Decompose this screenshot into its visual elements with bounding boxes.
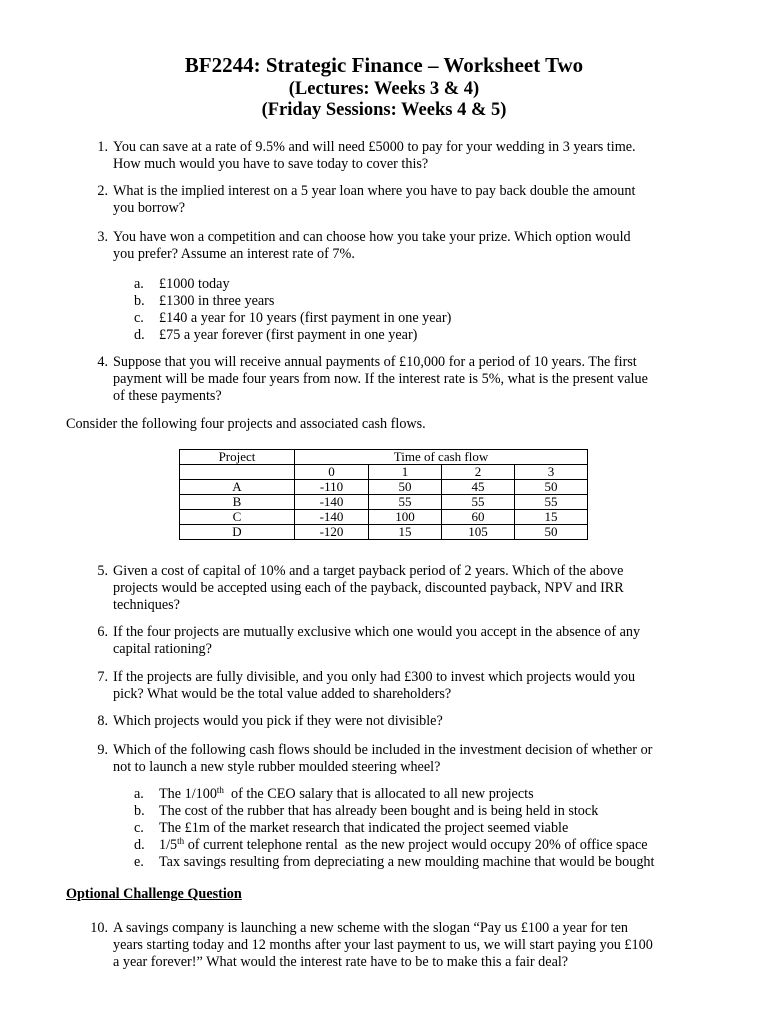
cash-flow-cell: 50 [515,480,588,495]
table-row [180,495,588,510]
project-cell: C [180,510,295,525]
option-text-part: of current telephone rental as the new project would occupy 20% of office space [184,837,648,853]
question-text [113,920,713,971]
question-text [113,563,713,614]
table-header-row [180,450,588,465]
question-number: 8. [97,713,108,729]
question-text [113,139,713,173]
friday-sessions-subtitle: (Friday Sessions: Weeks 4 & 5) [261,100,507,120]
optional-challenge-heading: Optional Challenge Question [66,886,242,902]
question-number: 2. [97,183,108,199]
option-text: £75 a year forever (first payment in one year) [159,327,418,343]
table-time-row [180,465,588,480]
question-text [113,624,713,658]
project-cell: D [180,525,295,540]
question-line: techniques? [113,597,180,613]
cash-flow-table [179,449,588,540]
question-number: 6. [97,624,108,640]
table-row [180,480,588,495]
header-time-of-cash-flow: Time of cash flow [295,450,588,465]
question-number: 1. [97,139,108,155]
project-cell: B [180,495,295,510]
cash-flow-cell: -140 [295,510,369,525]
option-text [159,786,749,803]
projects-intro: Consider the following four projects and associated cash flows. [66,416,426,432]
question-line: you borrow? [113,200,186,216]
cash-flow-cell: -120 [295,525,369,540]
question-text [113,183,713,217]
time-col: 2 [442,465,515,480]
question-text [113,742,713,776]
cash-flow-cell: 55 [442,495,515,510]
question-text [113,669,713,703]
superscript: th [177,836,185,846]
question-line: you prefer? Assume an interest rate of 7%. [113,246,355,262]
question-line: You have won a competition and can choose how you take your prize. Which option would [113,229,631,245]
question-line: If the projects are fully divisible, and you only had £300 to invest which projects would you [113,669,636,685]
header-project: Project [180,450,295,465]
option-text: £1000 today [159,276,230,292]
question-text [113,229,713,263]
question-line: A savings company is launching a new scheme with the slogan “Pay us £100 a year for ten [113,920,628,936]
option-letter: a. [134,276,144,292]
option-letter: c. [134,310,144,326]
option-text: Tax savings resulting from depreciating a new moulding machine that would be bought [159,854,655,870]
table-cell-empty [180,465,295,480]
question-line: not to launch a new style rubber moulded steering wheel? [113,759,441,775]
question-number: 7. [97,669,108,685]
question-line: capital rationing? [113,641,212,657]
question-text [113,713,713,730]
question-line: How much would you have to save today to cover this? [113,156,429,172]
option-letter: b. [134,803,145,819]
question-number: 9. [97,742,108,758]
cash-flow-cell: -140 [295,495,369,510]
question-number: 4. [97,354,108,370]
question-text [113,354,713,405]
question-line: a year forever!” What would the interest rate have to be to make this a fair deal? [113,954,569,970]
option-letter: c. [134,820,144,836]
lectures-subtitle: (Lectures: Weeks 3 & 4) [288,79,480,99]
question-line: What is the implied interest on a 5 year loan where you have to pay back double the amount [113,183,636,199]
cash-flow-cell: 45 [442,480,515,495]
option-text: £1300 in three years [159,293,275,309]
option-text: The £1m of the market research that indicated the project seemed viable [159,820,569,836]
cash-flow-cell: 55 [369,495,442,510]
option-letter: d. [134,837,145,853]
option-letter: d. [134,327,145,343]
project-cell: A [180,480,295,495]
table-row [180,510,588,525]
question-number: 10. [90,920,108,936]
question-line: If the four projects are mutually exclusive which one would you accept in the absence of any [113,624,641,640]
cash-flow-cell: 50 [369,480,442,495]
option-letter: b. [134,293,145,309]
question-line: years starting today and 12 months after your last payment to us, we will start paying you £100 [113,937,653,953]
question-line: pick? What would be the total value added to shareholders? [113,686,452,702]
cash-flow-cell: 50 [515,525,588,540]
question-line: Suppose that you will receive annual payments of £10,000 for a period of 10 years. The first [113,354,637,370]
option-text: The cost of the rubber that has already been bought and is being held in stock [159,803,599,819]
cash-flow-cell: 60 [442,510,515,525]
question-line: of these payments? [113,388,222,404]
question-line: Which of the following cash flows should be included in the investment decision of whether or [113,742,653,758]
question-number: 3. [97,229,108,245]
table-row [180,525,588,540]
option-text: £140 a year for 10 years (first payment in one year) [159,310,452,326]
cash-flow-cell: 100 [369,510,442,525]
superscript: th [216,785,224,795]
question-line: projects would be accepted using each of the payback, discounted payback, NPV and IRR [113,580,624,596]
cash-flow-cell: 15 [369,525,442,540]
cash-flow-cell: 55 [515,495,588,510]
option-letter: a. [134,786,144,802]
question-line: You can save at a rate of 9.5% and will need £5000 to pay for your wedding in 3 years time. [113,139,636,155]
option-text-part: The 1/100 [159,786,217,802]
time-col: 1 [369,465,442,480]
option-text-part: 1/5 [159,837,178,853]
question-line: Given a cost of capital of 10% and a target payback period of 2 years. Which of the above [113,563,624,579]
cash-flow-cell: 15 [515,510,588,525]
time-col: 3 [515,465,588,480]
time-col: 0 [295,465,369,480]
cash-flow-cell: 105 [442,525,515,540]
option-text-part: of the CEO salary that is allocated to all new projects [223,786,534,802]
question-line: Which projects would you pick if they were not divisible? [113,713,443,729]
question-number: 5. [97,563,108,579]
worksheet-title: BF2244: Strategic Finance – Worksheet Two [184,53,584,77]
option-text [159,837,749,854]
option-letter: e. [134,854,144,870]
cash-flow-cell: -110 [295,480,369,495]
question-line: payment will be made four years from now. If the interest rate is 5%, what is the present value [113,371,648,387]
